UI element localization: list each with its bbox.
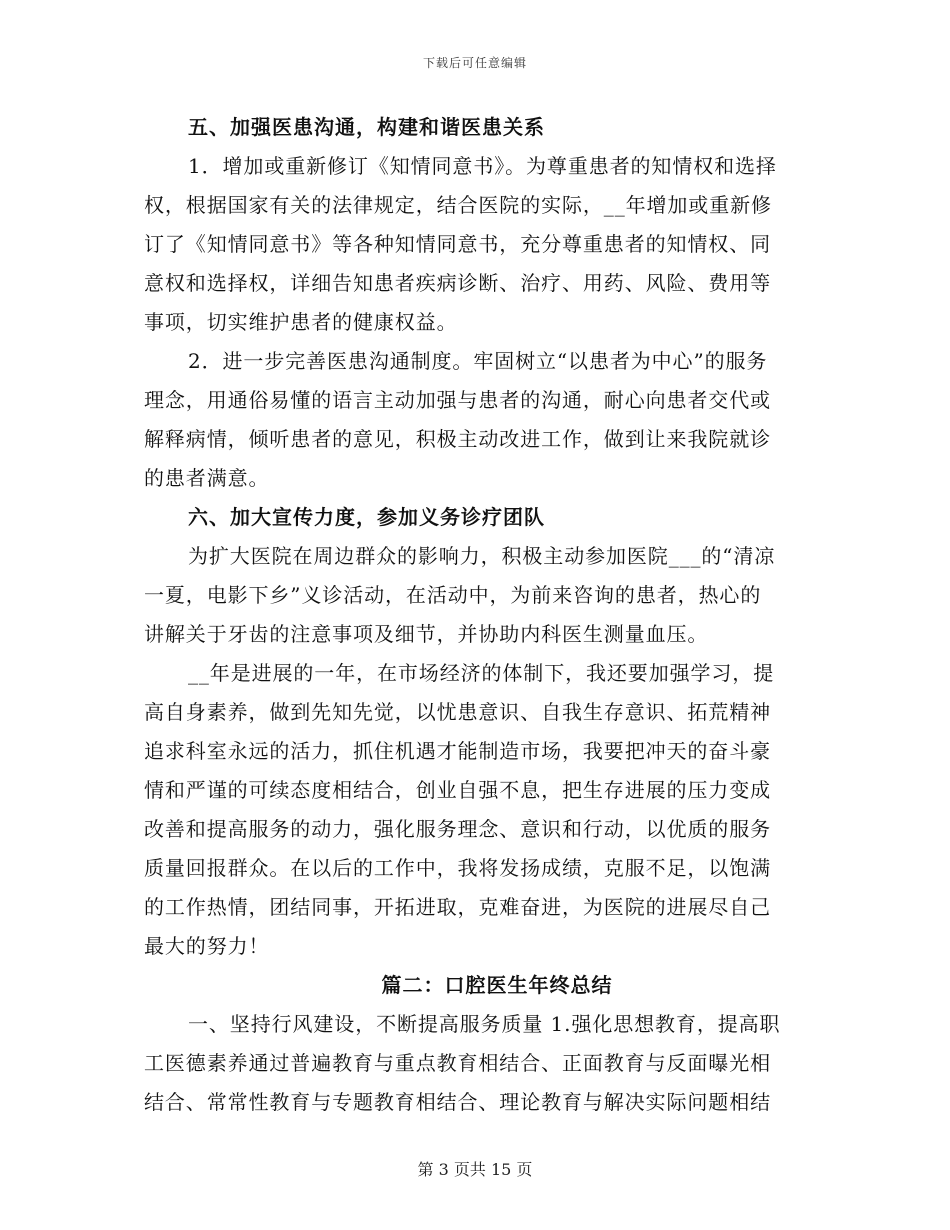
paragraph-line: 为扩大医院在周边群众的影响力，积极主动参加医院___的“清凉: [188, 544, 776, 568]
paragraph-line: 订了《知情同意书》等各种知情同意书，充分尊重患者的知情权、同: [144, 232, 771, 256]
paragraph-line: 追求科室永远的活力，抓住机遇才能制造市场，我要把冲天的奋斗豪: [144, 739, 771, 763]
paragraph-line: 结合、常常性教育与专题教育相结合、理论教育与解决实际问题相结: [144, 1090, 771, 1114]
paragraph-line: 情和严谨的可续态度相结合，创业自强不息，把生存进展的压力变成: [144, 778, 771, 802]
chapter-heading: 篇二：口腔医生年终总结: [381, 973, 613, 997]
paragraph-line: 意权和选择权，详细告知患者疾病诊断、治疗、用药、风险、费用等: [144, 271, 771, 295]
paragraph-line: 改善和提高服务的动力，强化服务理念、意识和行动，以优质的服务: [144, 817, 771, 841]
document-body: [144, 108, 806, 1122]
paragraph-line: 工医德素养通过普遍教育与重点教育相结合、正面教育与反面曝光相: [144, 1051, 771, 1075]
paragraph-line: 质量回报群众。在以后的工作中，我将发扬成绩，克服不足，以饱满: [144, 856, 771, 880]
paragraph-line: 最大的努力！: [144, 934, 270, 958]
paragraph-line: 一、坚持行风建设，不断提高服务质量 1.强化思想教育，提高职: [188, 1012, 781, 1036]
paragraph-line: 的工作热情，团结同事，开拓进取，克难奋进，为医院的进展尽自己: [144, 895, 771, 919]
paragraph-line: 解释病情，倾听患者的意见，积极主动改进工作，做到让来我院就诊: [144, 427, 771, 451]
paragraph-line: 事项，切实维护患者的健康权益。: [144, 310, 458, 334]
paragraph-line: 1．增加或重新修订《知情同意书》。为尊重患者的知情权和选择: [188, 154, 777, 178]
paragraph-line: __年是进展的一年，在市场经济的体制下，我还要加强学习，提: [188, 661, 775, 685]
paragraph-line: 的患者满意。: [144, 466, 270, 490]
paragraph-line: 一夏，电影下乡”义诊活动，在活动中，为前来咨询的患者，热心的: [144, 583, 762, 607]
paragraph-line: 高自身素养，做到先知先觉，以忧患意识、自我生存意识、拓荒精神: [144, 700, 771, 724]
paragraph-line: 权，根据国家有关的法律规定，结合医院的实际，__年增加或重新修: [144, 193, 772, 217]
page-header-note: 下载后可任意编辑: [422, 56, 527, 70]
paragraph-line: 理念，用通俗易懂的语言主动加强与患者的沟通，耐心向患者交代或: [144, 388, 771, 412]
section-heading-5: 五、加强医患沟通，构建和谐医患关系: [188, 115, 545, 139]
section-heading-6: 六、加大宣传力度，参加义务诊疗团队: [188, 505, 545, 529]
page-number-footer: 第 3 页共 15 页: [417, 1160, 533, 1179]
paragraph-line: 2．进一步完善医患沟通制度。牢固树立“以患者为中心”的服务: [188, 349, 768, 373]
paragraph-line: 讲解关于牙齿的注意事项及细节，并协助内科医生测量血压。: [144, 622, 709, 646]
